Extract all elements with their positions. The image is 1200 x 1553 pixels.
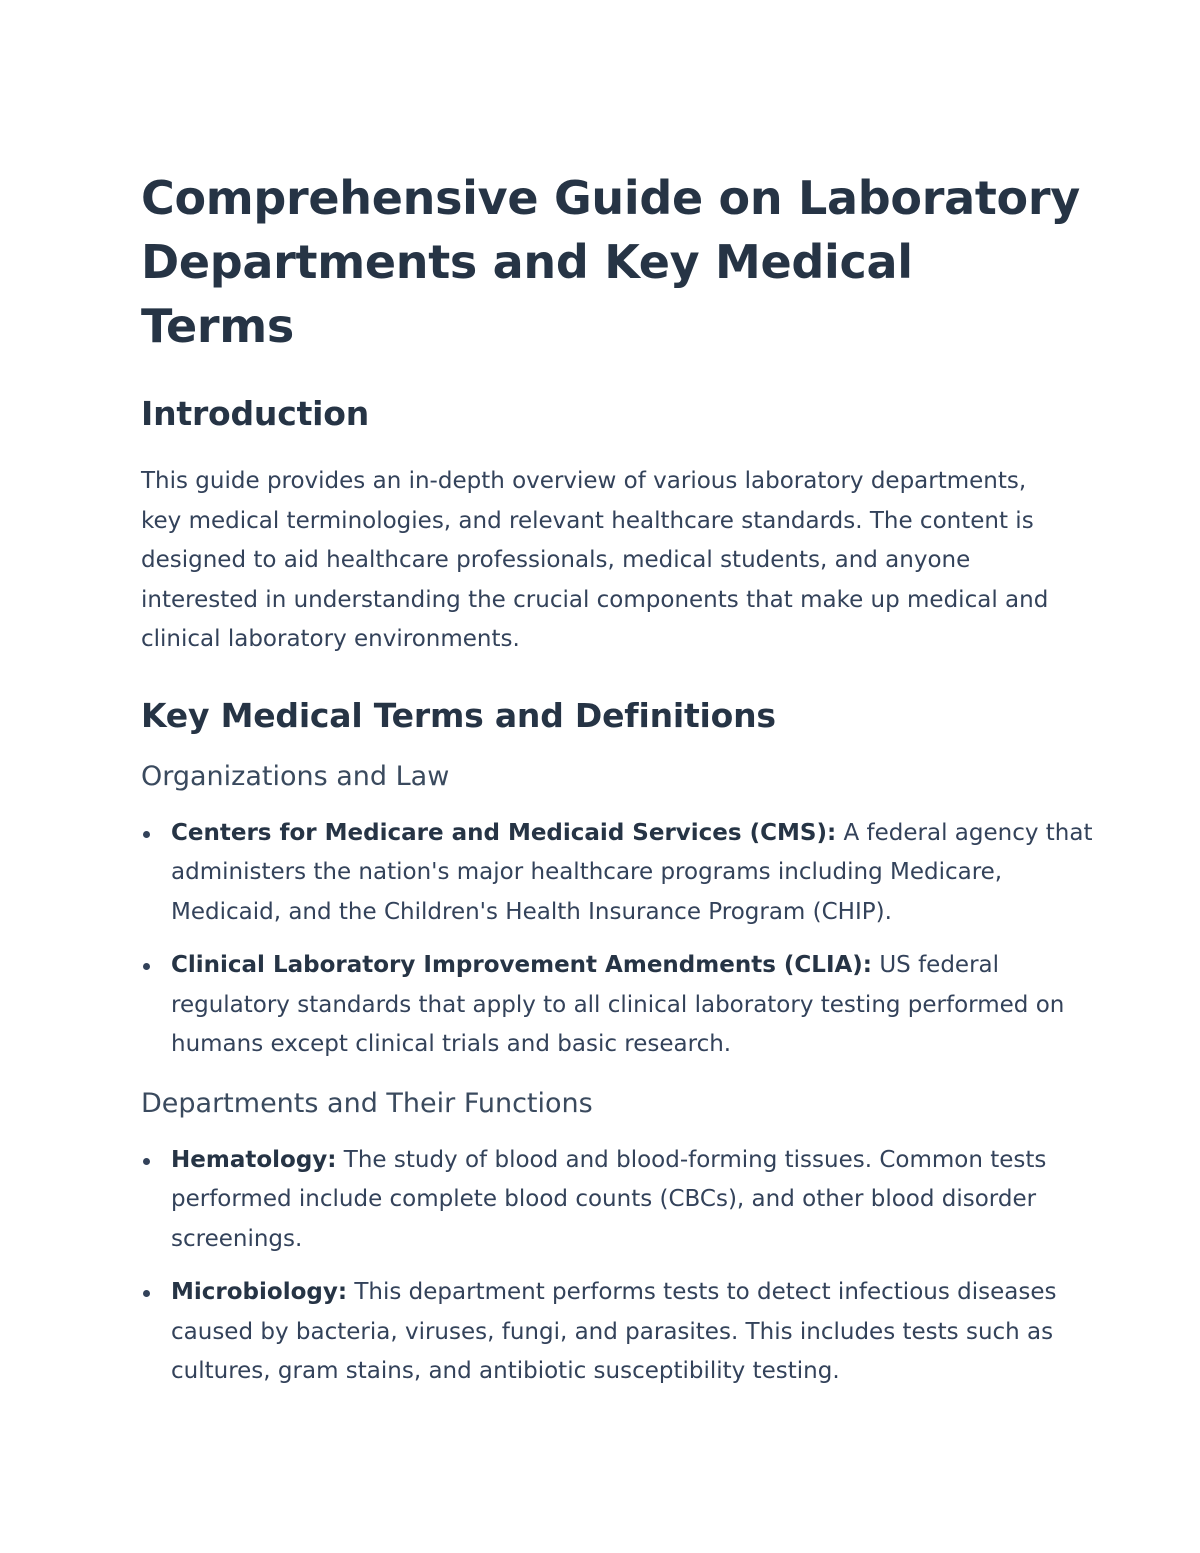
bullet-icon [143, 963, 150, 970]
introduction-paragraph: This guide provides an in-depth overview of various laboratory departments, key medical terminologies, and relevant healthcare standards. The content is designed to aid healthcare professionals, medical students, and anyone interested in understanding the crucial components that make up medical and clinical laboratory environments. [141, 468, 1049, 652]
term-label: Centers for Medicare and Medicaid Services (CMS): [171, 819, 837, 846]
list-item [141, 946, 1101, 1065]
term-label: Hematology: [171, 1146, 337, 1173]
section-heading-introduction: Introduction [141, 394, 370, 433]
bullet-icon [143, 1290, 150, 1297]
term-definition: US federal regulatory standards that apply to all clinical laboratory testing performed on humans except clinical trials and basic research. [171, 952, 1065, 1057]
bullet-icon [143, 831, 150, 838]
term-label: Clinical Laboratory Improvement Amendments (CLIA): [171, 952, 873, 978]
subsection-heading-departments: Departments and Their Functions [141, 1087, 593, 1119]
departments-list [141, 1141, 1080, 1392]
organizations-list [141, 814, 1093, 1065]
bullet-icon [143, 1158, 150, 1165]
section-heading-key-terms: Key Medical Terms and Definitions [141, 695, 776, 735]
document-title: Comprehensive Guide on Laboratory Departments and Key Medical Terms [141, 171, 1080, 353]
term-definition: A federal agency that administers the nation's major healthcare programs including Medicare, Medicaid, and the Children's Health Insurance Program (CHIP). [171, 819, 1093, 925]
term-label: Microbiology: [171, 1279, 348, 1305]
list-item [141, 814, 1101, 933]
term-definition: This department performs tests to detect infectious diseases caused by bacteria, viruses, fungi, and parasites. This includes tests such as cultures, gram stains, and antibiotic susceptibility testing. [171, 1279, 1057, 1384]
subsection-heading-organizations: Organizations and Law [141, 760, 450, 792]
term-definition: The study of blood and blood-forming tissues. Common tests performed include complete blood counts (CBCs), and other blood disorder screenings. [171, 1146, 1047, 1252]
list-item [141, 1273, 1101, 1392]
list-item [141, 1141, 1101, 1260]
